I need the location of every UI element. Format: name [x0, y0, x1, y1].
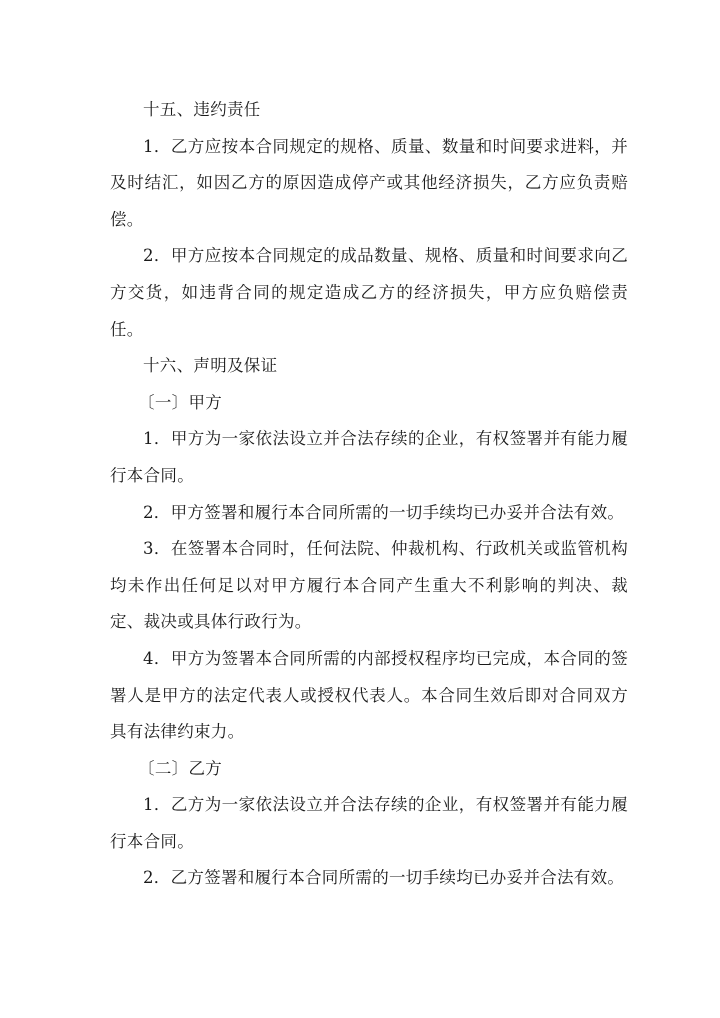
subheading-party-b: 〔二〕乙方 — [138, 758, 223, 778]
paragraph-party-a-1: 1．甲方为一家依法设立并合法存续的企业，有权签署并有能力履行本合同。 — [110, 429, 628, 485]
paragraph-party-a-3: 3．在签署本合同时，任何法院、仲裁机构、行政机关或监管机构均未作出任何足以对甲方履行本合同产生重大不利影响的判决、裁定、裁决或具体行政行为。 — [110, 539, 628, 632]
paragraph-party-a-2: 2．甲方签署和履行本合同所需的一切手续均已办妥并合法有效。 — [143, 502, 625, 522]
document-page — [110, 92, 628, 897]
section-heading-declarations: 十六、声明及保证 — [143, 356, 278, 376]
section-heading-breach-liability: 十五、违约责任 — [143, 100, 261, 119]
paragraph-clause-15-1: 1．乙方应按本合同规定的规格、质量、数量和时间要求进料，并及时结汇，如因乙方的原因造成停产或其他经济损失，乙方应负责赔偿。 — [110, 136, 628, 229]
paragraph-party-b-2: 2．乙方签署和履行本合同所需的一切手续均已办妥并合法有效。 — [143, 868, 625, 888]
paragraph-party-b-1: 1．乙方为一家依法设立并合法存续的企业，有权签署并有能力履行本合同。 — [110, 795, 628, 851]
paragraph-clause-15-2: 2．甲方应按本合同规定的成品数量、规格、质量和时间要求向乙方交货，如违背合同的规定造成乙方的经济损失，甲方应负赔偿责任。 — [110, 246, 628, 339]
paragraph-party-a-4: 4．甲方为签署本合同所需的内部授权程序均已完成，本合同的签署人是甲方的法定代表人或授权代表人。本合同生效后即对合同双方具有法律约束力。 — [110, 648, 628, 742]
subheading-party-a: 〔一〕甲方 — [138, 392, 223, 412]
